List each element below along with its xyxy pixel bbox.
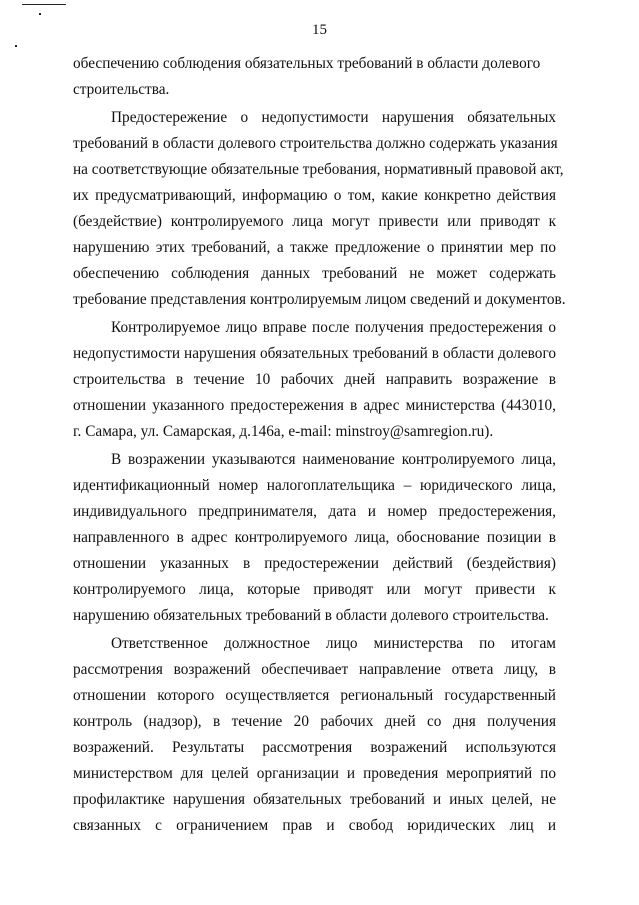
text-line: контролируемого лица, которые приводят или могут привести к <box>73 581 556 598</box>
text-line: направленного в адрес контролируемого лица, обоснование позиции в <box>73 529 556 546</box>
text-line: В возражении указываются наименование контролируемого лица, <box>111 451 556 468</box>
text-line: Контролируемое лицо вправе после получения предостережения о <box>111 319 556 336</box>
text-line: недопустимости нарушения обязательных требований в области долевого <box>73 345 556 362</box>
text-line: министерством для целей организации и проведения мероприятий по <box>73 765 556 782</box>
text-line: нарушению обязательных требований в области долевого строительства. <box>73 607 549 624</box>
text-line: Предостережение о недопустимости нарушения обязательных <box>111 109 556 126</box>
scan-dot-2 <box>15 45 17 47</box>
scan-mark-top <box>22 4 66 5</box>
text-line: обеспечению соблюдения обязательных требований в области долевого <box>73 55 541 72</box>
text-line: идентификационный номер налогоплательщика – юридического лица, <box>73 477 556 494</box>
text-line: требование представления контролируемым лицом сведений и документов. <box>73 291 566 308</box>
text-line: г. Самара, ул. Самарская, д.146а, e-mail: minstroy@samregion.ru). <box>73 423 494 440</box>
text-line: отношении указанных в предостережении действий (бездействия) <box>73 555 556 572</box>
text-line: возражений. Результаты рассмотрения возражений используются <box>73 739 556 756</box>
scan-dot-1 <box>39 13 41 15</box>
text-line: отношении которого осуществляется региональный государственный <box>73 687 556 704</box>
text-line: рассмотрения возражений обеспечивает направление ответа лицу, в <box>73 661 556 678</box>
text-line: требований в области долевого строительства должно содержать указания <box>73 135 558 152</box>
text-line: контроль (надзор), в течение 20 рабочих дней со дня получения <box>73 713 556 730</box>
text-line: строительства. <box>73 81 170 98</box>
page-number: 15 <box>312 22 327 38</box>
text-line: их предусматривающий, информацию о том, какие конкретно действия <box>73 187 556 204</box>
text-line: на соответствующие обязательные требования, нормативный правовой акт, <box>73 161 564 178</box>
text-line: отношении указанного предостережения в адрес министерства (443010, <box>73 397 556 414</box>
text-line: профилактике нарушения обязательных требований и иных целей, не <box>73 791 556 808</box>
text-line: нарушению этих требований, а также предложение о принятии мер по <box>73 239 556 256</box>
text-line: связанных с ограничением прав и свобод юридических лиц и <box>73 817 556 834</box>
text-line: (бездействие) контролируемого лица могут привести или приводят к <box>73 213 556 230</box>
text-line: строительства в течение 10 рабочих дней направить возражение в <box>73 371 556 388</box>
text-line: обеспечению соблюдения данных требований не может содержать <box>73 265 556 282</box>
text-line: индивидуального предпринимателя, дата и номер предостережения, <box>73 503 556 520</box>
text-line: Ответственное должностное лицо министерства по итогам <box>111 635 556 652</box>
